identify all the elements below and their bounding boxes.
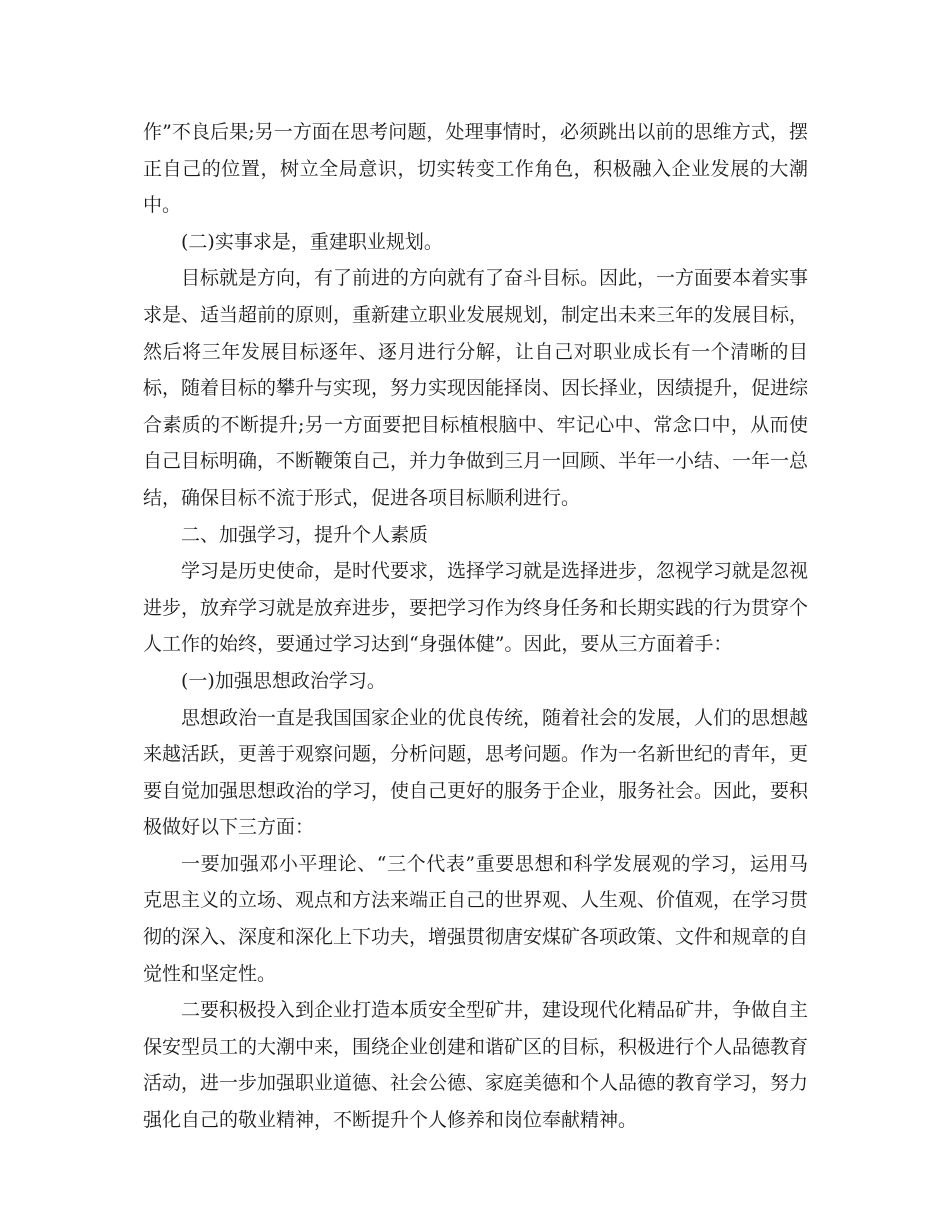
paragraph-point-one: 一要加强邓小平理论、“三个代表”重要思想和科学发展观的学习，运用马克思主义的立场、观点和方法来端正自己的世界观、人生观、价值观，在学习贯彻的深入、深度和深化上下功夫，增强贯彻唐安煤矿各项政策、文件和规章的自觉性和坚定性。 [143, 852, 809, 985]
paragraph-political-study: 思想政治一直是我国国家企业的优良传统，随着社会的发展，人们的思想越来越活跃，更善于观察问题，分析问题，思考问题。作为一名新世纪的青年，更要自觉加强思想政治的学习，使自己更好的服务于企业，服务社会。因此，要积极做好以下三方面： [143, 706, 809, 839]
paragraph-study-intro: 学习是历史使命，是时代要求，选择学习就是选择进步，忽视学习就是忽视进步，放弃学习就是放弃进步，要把学习作为终身任务和长期实践的行为贯穿个人工作的始终，要通过学习达到“身强体健”。因此，要从三方面着手： [143, 560, 809, 656]
paragraph-point-two: 二要积极投入到企业打造本质安全型矿井，建设现代化精品矿井，争做自主保安型员工的大潮中来，围绕企业创建和谐矿区的目标，积极进行个人品德教育活动，进一步加强职业道德、社会公德、家庭美德和个人品德的教育学习，努力强化自己的敬业精神，不断提升个人修养和岗位奉献精神。 [143, 999, 809, 1132]
section-heading-study: 二、加强学习，提升个人素质 [181, 523, 429, 546]
subheading-career-planning: (二)实事求是，重建职业规划。 [181, 230, 443, 253]
paragraph-continued: 作”不良后果;另一方面在思考问题，处理事情时，必须跳出以前的思维方式，摆正自己的位置，树立全局意识，切实转变工作角色，积极融入企业发展的大潮中。 [143, 121, 808, 217]
document-body [143, 114, 808, 1139]
subheading-political-study: (一)加强思想政治学习。 [181, 669, 386, 692]
paragraph-goals: 目标就是方向，有了前进的方向就有了奋斗目标。因此，一方面要本着实事求是、适当超前的原则，重新建立职业发展规划，制定出未来三年的发展目标，然后将三年发展目标逐年、逐月进行分解，让自己对职业成长有一个清晰的目标，随着目标的攀升与实现，努力实现因能择岗、因长择业，因绩提升，促进综合素质的不断提升;另一方面要把目标植根脑中、牢记心中、常念口中，从而使自己目标明确，不断鞭策自己，并力争做到三月一回顾、半年一小结、一年一总结，确保目标不流于形式，促进各项目标顺利进行。 [143, 267, 809, 509]
